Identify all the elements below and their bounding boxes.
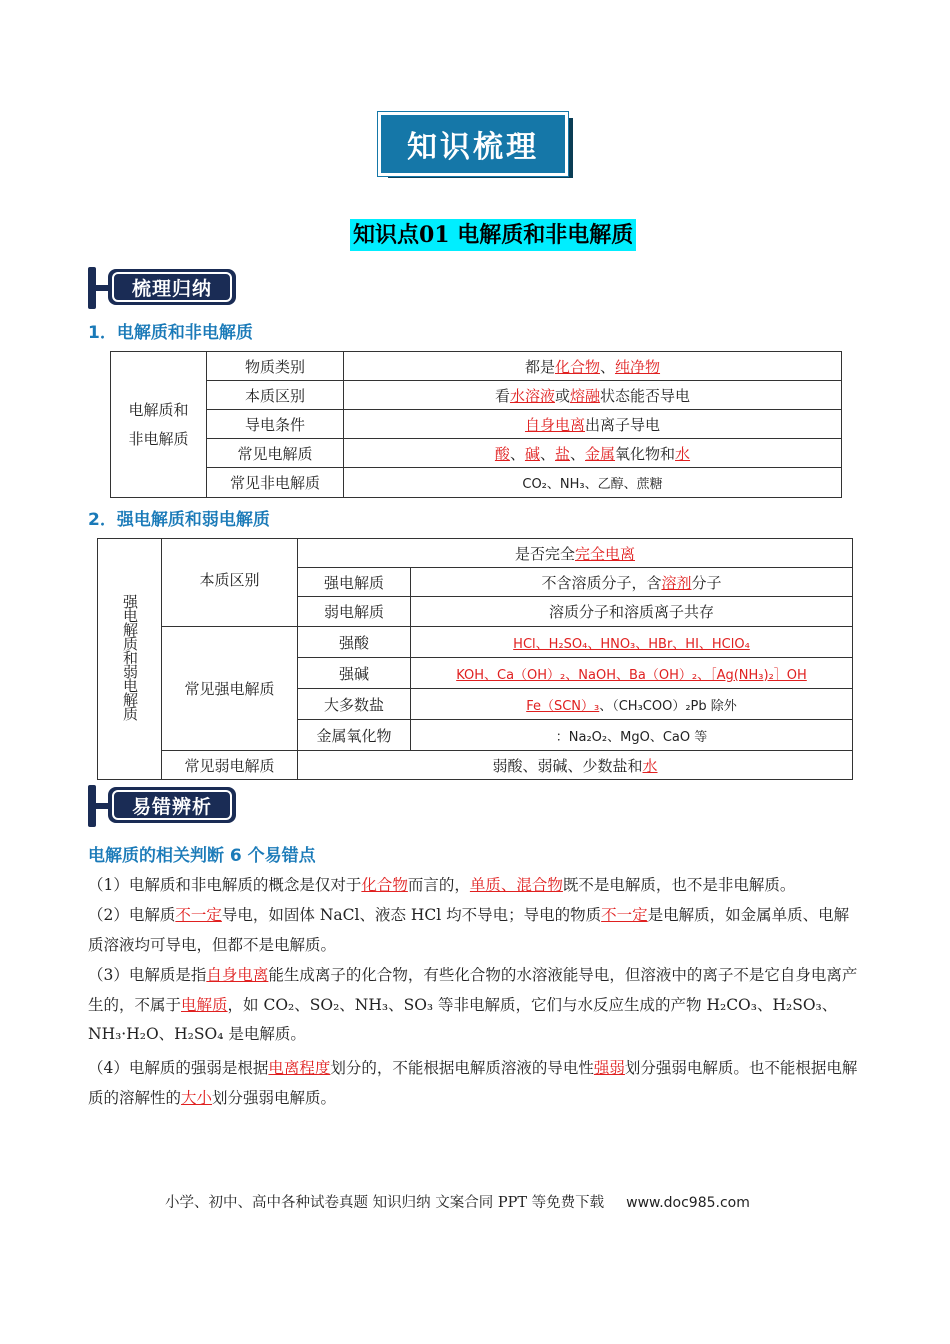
row-value: 都是化合物、纯净物: [344, 352, 842, 381]
strong-weak-table: [97, 538, 853, 780]
base-value: KOH、Ca（OH）₂、NaOH、Ba（OH）₂、［Ag(NH₃)₂］OH: [411, 658, 853, 689]
errors-heading: 电解质的相关判断 6 个易错点: [88, 846, 316, 866]
section-tag-summary: [88, 267, 238, 309]
row-value: 弱酸、弱碱、少数盐和水: [298, 751, 853, 780]
electrolyte-table: [110, 351, 842, 498]
page-banner: 知识梳理: [378, 112, 568, 176]
row-label: 常见非电解质: [207, 468, 344, 498]
salt-value: Fe（SCN）₃、（CH₃COO）₂Pb 除外: [411, 689, 853, 720]
common-strong-label: 常见强电解质: [162, 627, 298, 751]
table2-group-label: 强电解质和弱电解质: [98, 539, 162, 780]
footer-url[interactable]: www.doc985.com: [626, 1195, 750, 1211]
error-point-1: （1）电解质和非电解质的概念是仅对于化合物而言的，单质、混合物既不是电解质，也不是非电解质。: [88, 876, 796, 894]
salt-label: 大多数盐: [298, 689, 411, 720]
footer-text: 小学、初中、高中各种试卷真题 知识归纳 文案合同 PPT 等免费下载: [165, 1195, 605, 1211]
section-tag-errors: [88, 785, 238, 827]
section-tag-label: 易错辨析: [112, 790, 232, 820]
error-point-4: （4）电解质的强弱是根据电离程度划分的，不能根据电解质溶液的导电性强弱划分强弱电解质。也不能根据电解质的溶解性的大小划分强弱电解质。: [88, 1059, 858, 1107]
row-label: 导电条件: [207, 410, 344, 439]
row-label: 本质区别: [207, 381, 344, 410]
row-value: CO₂、NH₃、乙醇、蔗糖: [344, 468, 842, 498]
weak-label: 弱电解质: [298, 597, 411, 627]
error-point-3: （3）电解质是指自身电离能生成离子的化合物，有些化合物的水溶液能导电，但溶液中的离子不是它自身电离产生的，不属于电解质，如 CO₂、SO₂、NH₃、SO₃ 等非电解质，它们与水反应生成的产物 H₂CO₃、H₂SO₃、NH₃·H₂O、H₂SO₄ 是电解质。: [88, 966, 858, 1043]
table1-group-label: 电解质和 非电解质: [111, 352, 207, 498]
row-value: 是否完全完全电离: [298, 539, 853, 568]
base-label: 强碱: [298, 658, 411, 689]
row-value: 酸、碱、盐、金属氧化物和水: [344, 439, 842, 468]
oxide-label: 金属氧化物: [298, 720, 411, 751]
section-heading-2: 2．强电解质和弱电解质: [88, 510, 270, 530]
row-label: 常见电解质: [207, 439, 344, 468]
row-value: 看水溶液或熔融状态能否导电: [344, 381, 842, 410]
row-value: 自身电离出离子导电: [344, 410, 842, 439]
essence-label: 本质区别: [162, 539, 298, 627]
acid-value: HCl、H₂SO₄、HNO₃、HBr、HI、HClO₄: [411, 627, 853, 658]
knowledge-point-title: 知识点01 电解质和非电解质: [350, 219, 636, 251]
row-label: 物质类别: [207, 352, 344, 381]
row-value: 溶质分子和溶质离子共存: [411, 597, 853, 627]
error-point-2: （2）电解质不一定导电，如固体 NaCl、液态 HCl 均不导电；导电的物质不一定是电解质，如金属单质、电解质溶液均可导电，但都不是电解质。: [88, 906, 850, 954]
page-footer: [165, 1191, 750, 1212]
section-tag-label: 梳理归纳: [112, 272, 232, 302]
oxide-value: ：Na₂O₂、MgO、CaO 等: [411, 720, 853, 751]
row-value: 不含溶质分子，含溶剂分子: [411, 568, 853, 597]
common-weak-label: 常见弱电解质: [162, 751, 298, 780]
acid-label: 强酸: [298, 627, 411, 658]
section-heading-1: 1．电解质和非电解质: [88, 323, 253, 343]
strong-label: 强电解质: [298, 568, 411, 597]
